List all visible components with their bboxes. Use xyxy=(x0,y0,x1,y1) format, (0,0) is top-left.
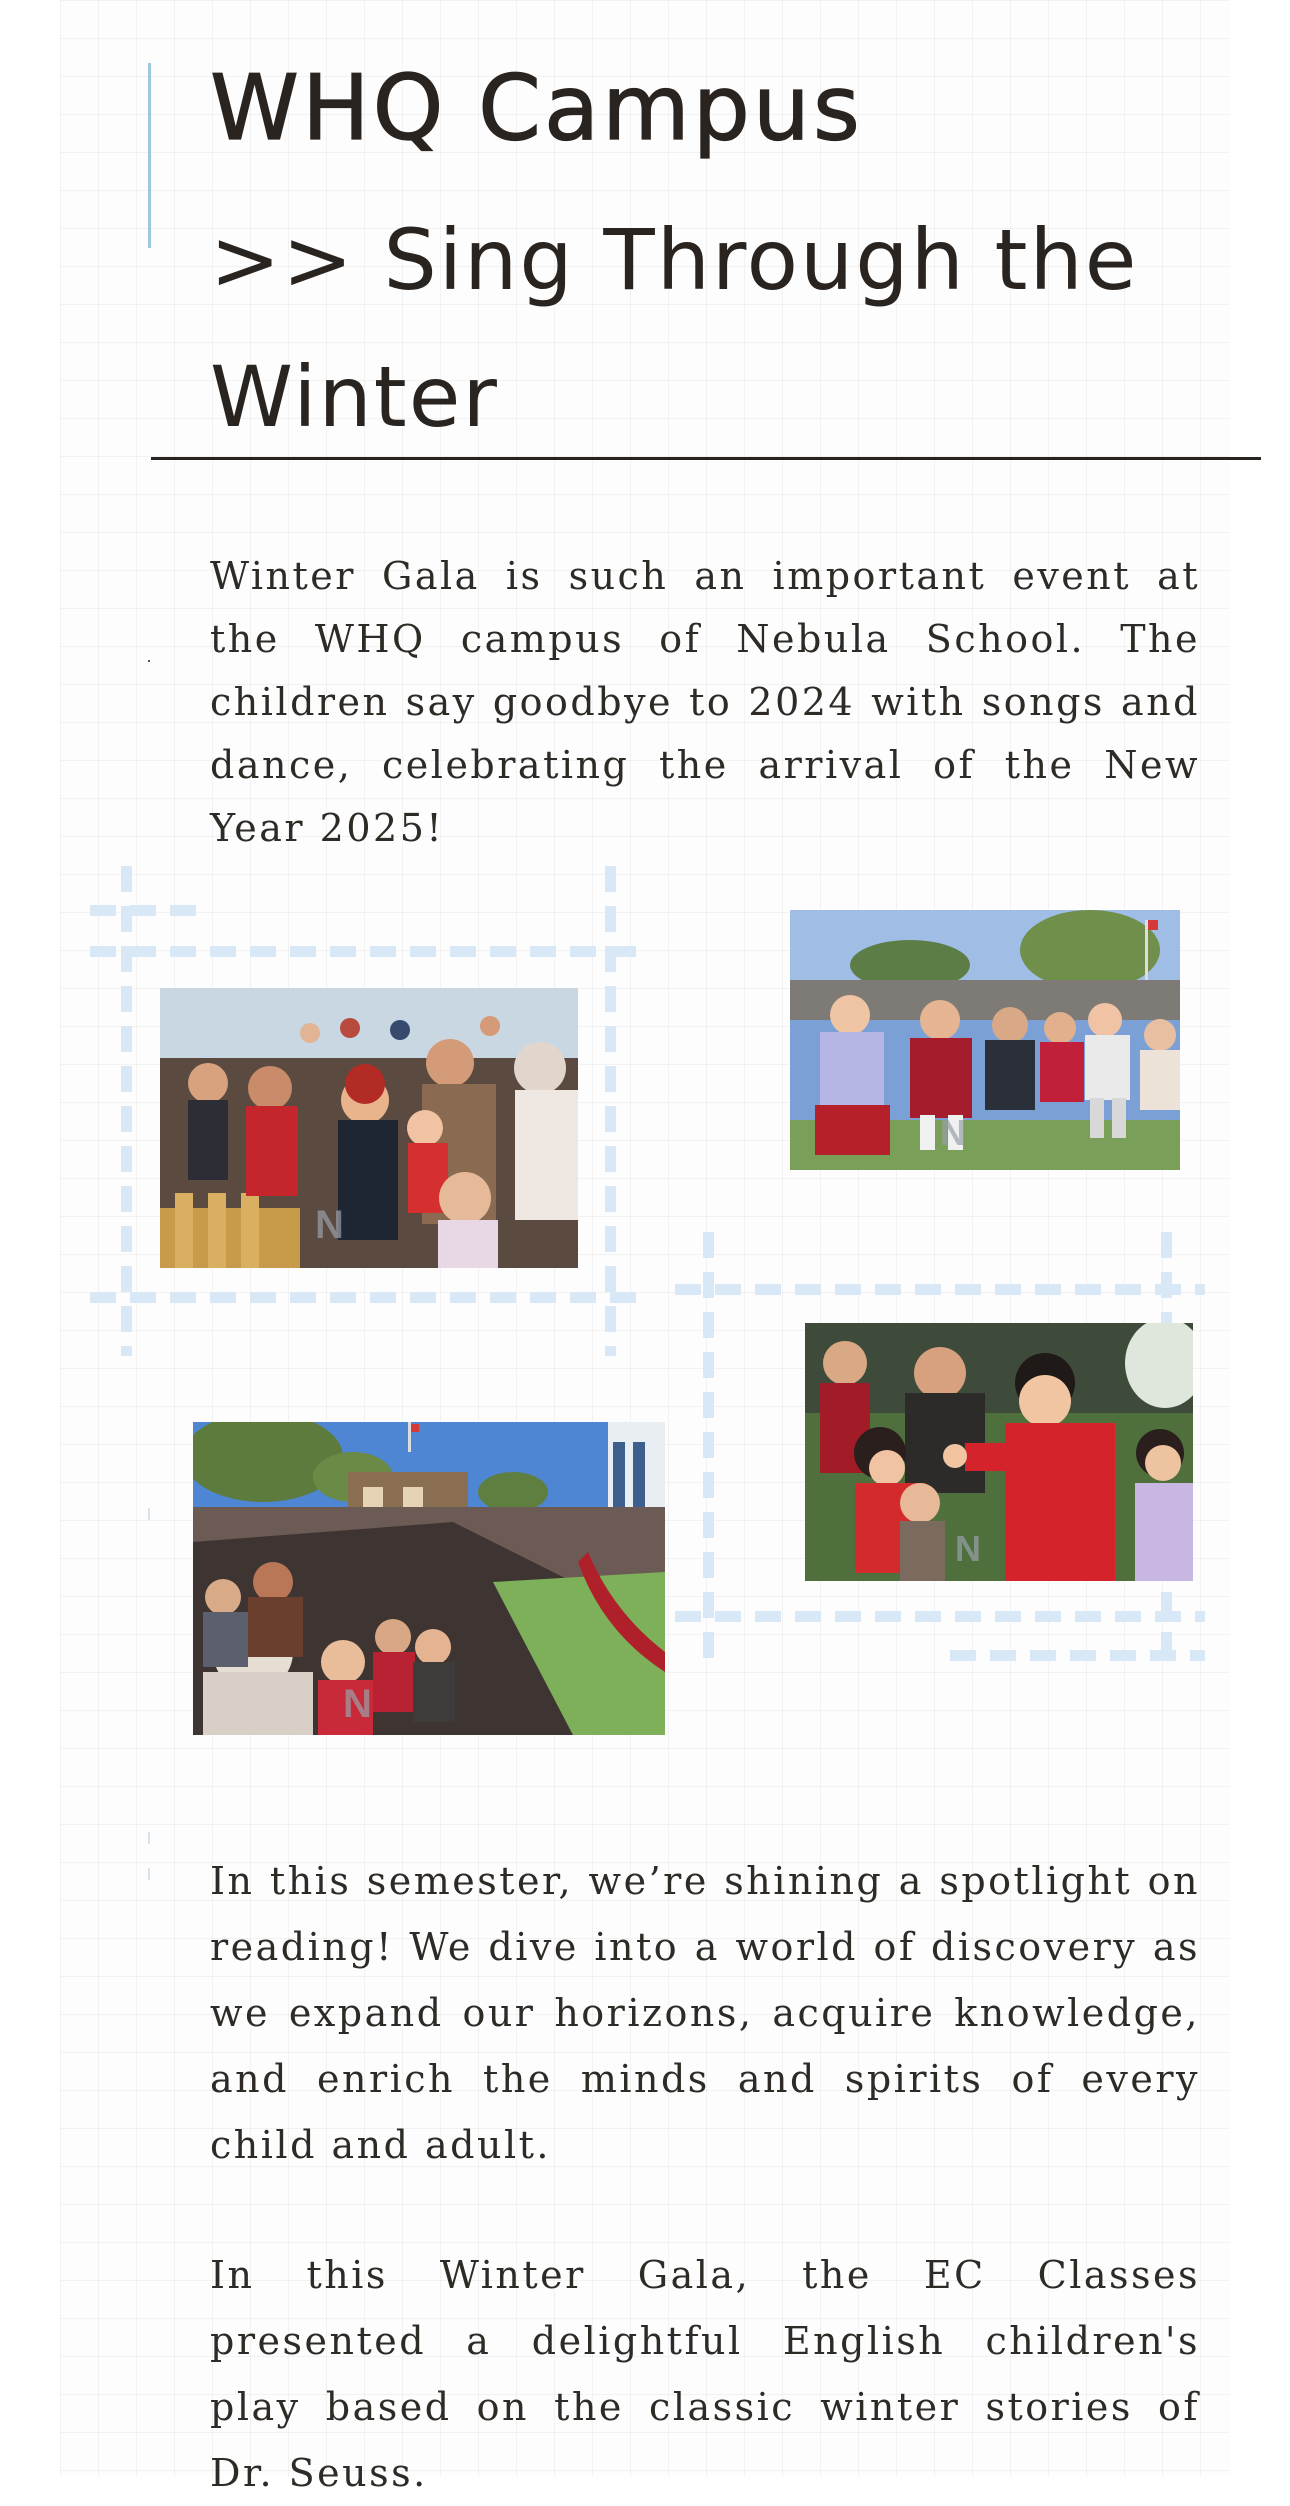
title-accent-line xyxy=(148,63,151,248)
gala-photo-children-dancing-image xyxy=(790,910,1180,1170)
svg-text:N: N xyxy=(343,1682,372,1726)
article-page xyxy=(60,0,1230,2495)
dashed-frame-bottom-2 xyxy=(675,1611,1205,1622)
svg-text:N: N xyxy=(315,1203,344,1247)
play-paragraph: In this Winter Gala, the EC Classes presented a delightful English children's play based on the classic winter stories of Dr. Seuss. xyxy=(210,2253,1200,2495)
text-marker xyxy=(148,660,150,662)
svg-text:N: N xyxy=(940,1112,966,1153)
gala-photo-boy-in-red xyxy=(805,1323,1193,1581)
dashed-frame-top-2 xyxy=(675,1284,1205,1295)
dashed-frame-left-2 xyxy=(703,1232,714,1672)
margin-tick xyxy=(148,1868,150,1880)
gala-photo-boy-in-red-image xyxy=(805,1323,1193,1581)
dashed-frame-left xyxy=(121,866,132,1356)
svg-text:N: N xyxy=(955,1528,981,1569)
gala-photo-children-seated xyxy=(160,988,578,1268)
gala-photo-audience-lawn xyxy=(193,1422,665,1735)
margin-tick xyxy=(148,1832,150,1844)
margin-tick xyxy=(148,1508,150,1520)
gala-photo-children-dancing xyxy=(790,910,1180,1170)
dashed-frame-bottom xyxy=(90,1292,650,1303)
dashed-frame-right xyxy=(605,866,616,1356)
gala-photo-audience-lawn-image xyxy=(193,1422,665,1735)
reading-paragraph: In this semester, we’re shining a spotlight on reading! We dive into a world of discovery as we expand our horizons, acquire knowledge, and enrich the minds and spirits of every child and adult. xyxy=(210,1859,1200,2167)
page-subtitle: >> Sing Through the Winter xyxy=(210,211,1139,446)
title-divider xyxy=(151,457,1261,460)
page-title: WHQ Campus xyxy=(210,56,863,161)
dashed-frame-top xyxy=(90,946,650,957)
dashed-frame-top-stub xyxy=(90,905,210,916)
gala-photo-children-seated-image xyxy=(160,988,578,1268)
intro-paragraph: Winter Gala is such an important event at the WHQ campus of Nebula School. The children say goodbye to 2024 with songs and dance, celebrating the arrival of the New Year 2025! xyxy=(210,554,1200,850)
